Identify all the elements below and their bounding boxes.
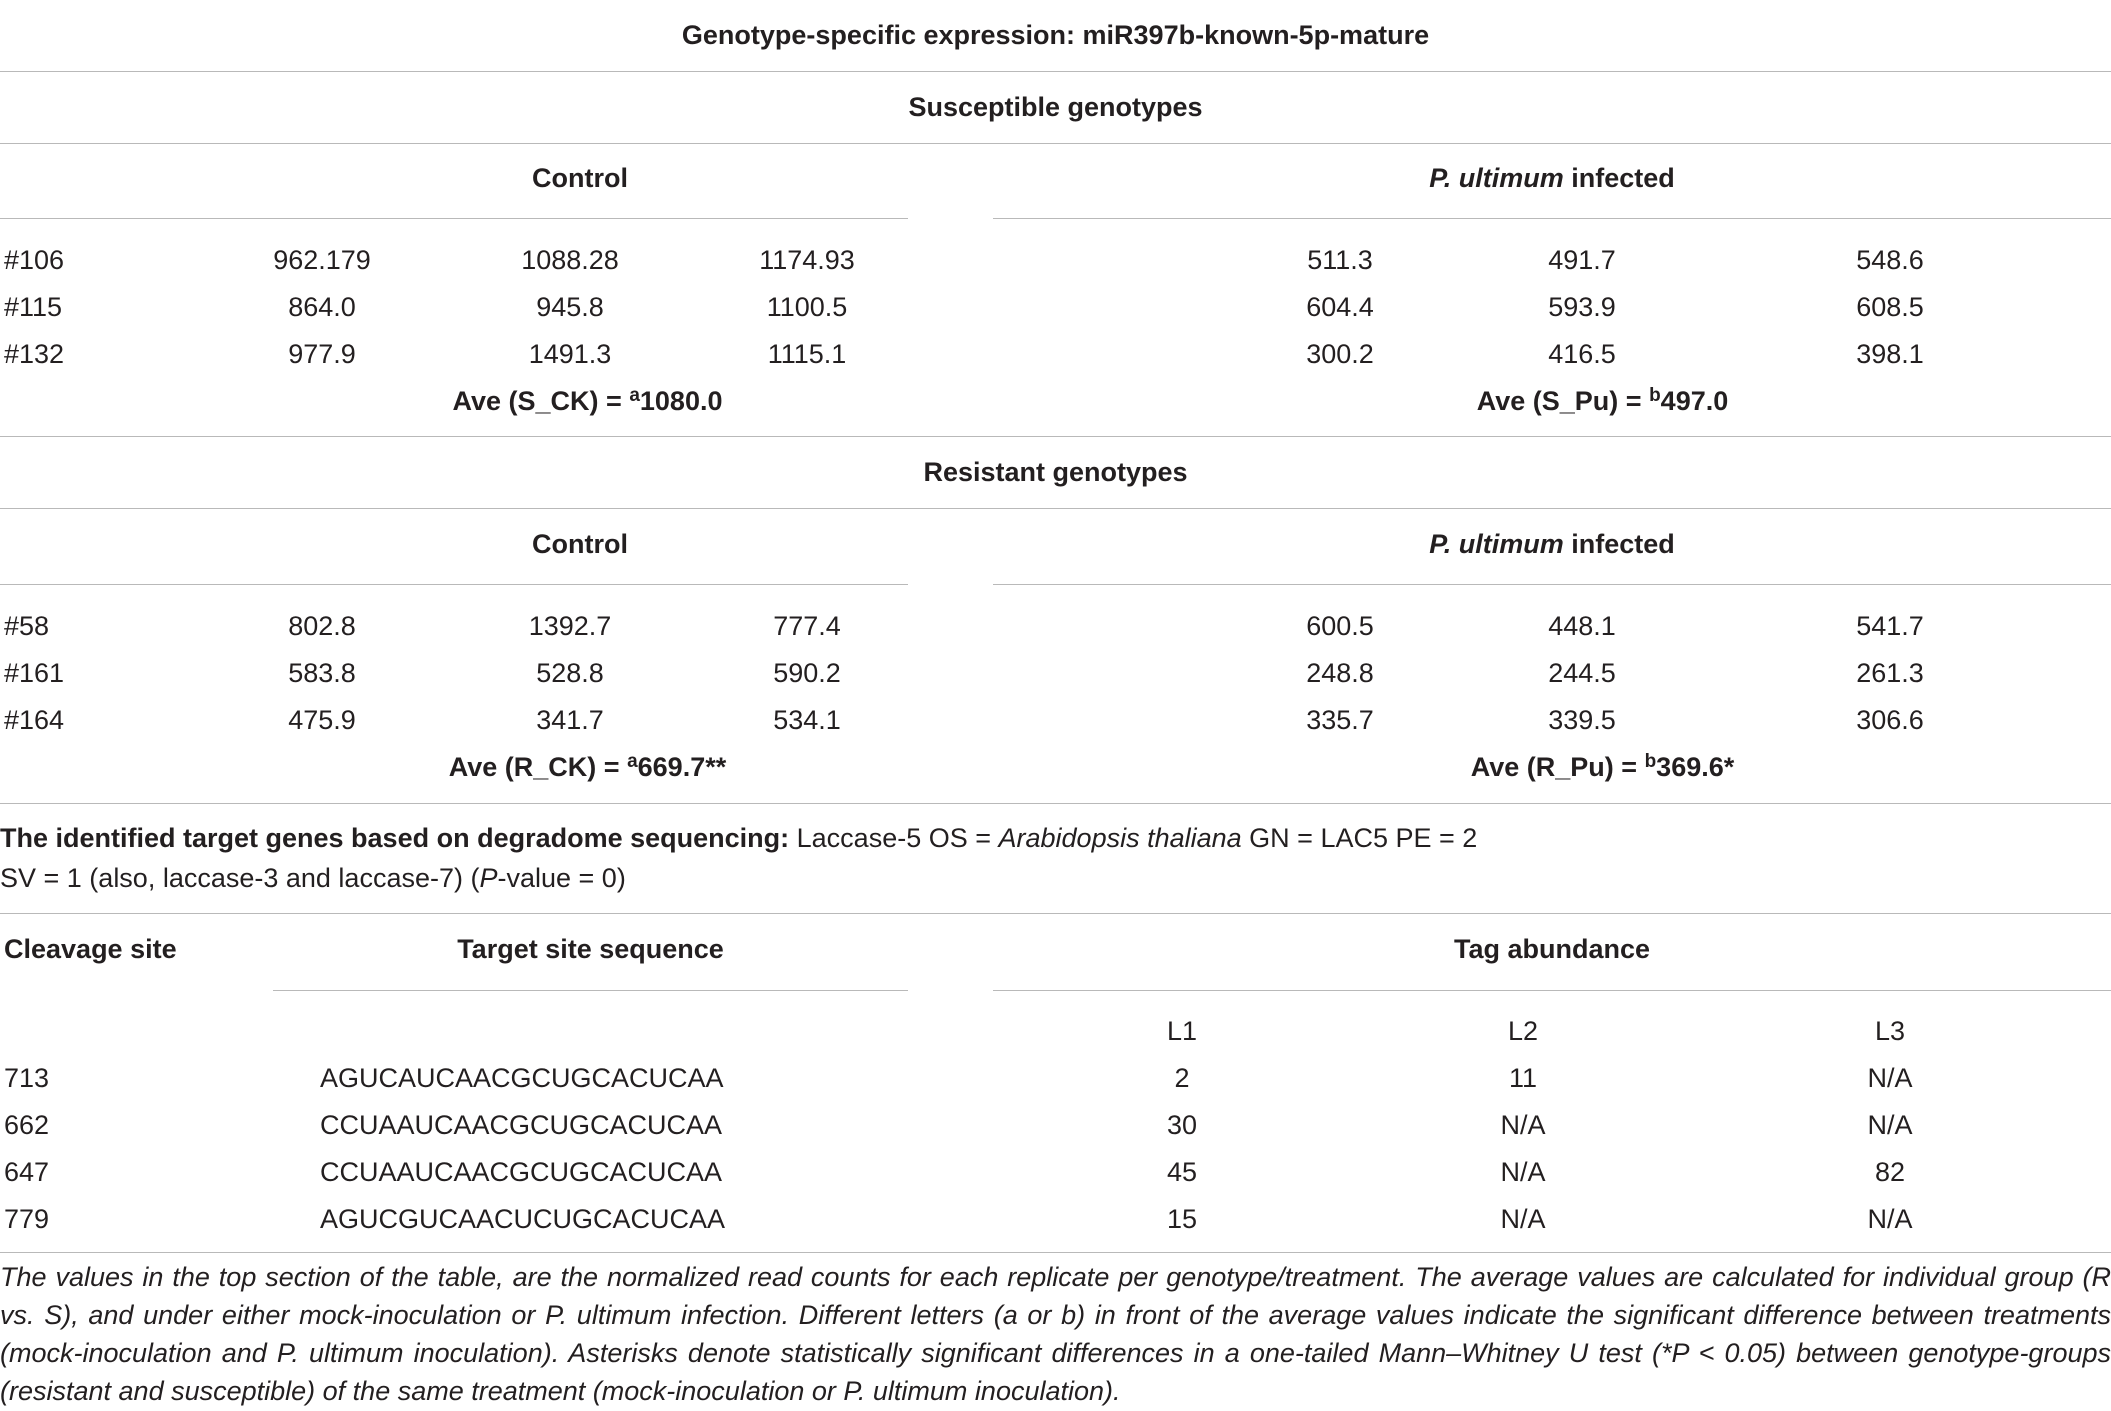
data-cell: 962.179	[273, 245, 371, 275]
divider	[0, 913, 2111, 914]
divider	[0, 436, 2111, 437]
sub-header-l3: L3	[1874, 1016, 1906, 1046]
tag-l3: N/A	[1867, 1063, 1913, 1093]
data-cell: 1491.3	[528, 339, 612, 369]
data-cell: 1392.7	[528, 611, 612, 641]
genotype-id: #161	[4, 658, 65, 688]
data-cell: 398.1	[1856, 339, 1924, 369]
divider	[0, 508, 2111, 509]
data-cell: 534.1	[773, 705, 841, 735]
tag-l1: 15	[1166, 1204, 1198, 1234]
susceptible-control-label: Control	[532, 163, 628, 193]
data-cell: 802.8	[288, 611, 356, 641]
tag-l1: 45	[1166, 1157, 1198, 1187]
susceptible-infected-label: P. ultimum infected	[1429, 163, 1675, 193]
cleavage-site: 713	[4, 1063, 50, 1093]
cleavage-site: 662	[4, 1110, 50, 1140]
divider	[0, 71, 2111, 72]
target-sequence: CCUAAUCAACGCUGCACUCAA	[320, 1157, 723, 1187]
data-cell: 300.2	[1306, 339, 1374, 369]
data-cell: 244.5	[1548, 658, 1616, 688]
data-cell: 864.0	[288, 292, 356, 322]
data-cell: 1115.1	[767, 339, 847, 369]
data-cell: 977.9	[288, 339, 356, 369]
data-cell: 416.5	[1548, 339, 1616, 369]
average-s-pu: Ave (S_Pu) = $^b$497.0	[1476, 385, 1729, 416]
data-cell: 548.6	[1856, 245, 1924, 275]
average-r-ck: Ave (R_CK) = $^a$669.7**	[448, 751, 727, 782]
data-cell: 541.7	[1856, 611, 1924, 641]
data-cell: 583.8	[288, 658, 356, 688]
tag-l3: 82	[1874, 1157, 1906, 1187]
resistant-heading: Resistant genotypes	[923, 457, 1188, 487]
cleavage-site: 647	[4, 1157, 50, 1187]
data-cell: 341.7	[536, 705, 604, 735]
col-header-target-sequence: Target site sequence	[457, 934, 724, 964]
sub-header-l2: L2	[1507, 1016, 1539, 1046]
col-header-cleavage-site: Cleavage site	[4, 934, 177, 964]
genotype-id: #164	[4, 705, 65, 735]
tag-l2: 11	[1508, 1063, 1538, 1093]
tag-l3: N/A	[1867, 1110, 1913, 1140]
data-cell: 261.3	[1856, 658, 1924, 688]
data-cell: 1100.5	[766, 292, 848, 322]
tag-l2: N/A	[1500, 1110, 1546, 1140]
data-cell: 1174.93	[759, 245, 855, 275]
genotype-id: #58	[4, 611, 50, 641]
target-genes-line-1: The identified target genes based on degradome sequencing: Laccase-5 OS = Arabidopsis thaliana GN = LAC5 PE = 2	[0, 823, 1478, 853]
resistant-infected-label: P. ultimum infected	[1429, 529, 1675, 559]
data-cell: 511.3	[1307, 245, 1373, 275]
average-s-ck: Ave (S_CK) = $^a$1080.0	[452, 385, 723, 416]
data-cell: 491.7	[1548, 245, 1616, 275]
data-cell: 777.4	[773, 611, 841, 641]
control-underline	[0, 218, 908, 219]
data-cell: 608.5	[1856, 292, 1924, 322]
data-cell: 448.1	[1548, 611, 1616, 641]
table-footnote: The values in the top section of the table, are the normalized read counts for each replicate per genotype/treatment. The average values are calculated for individual group (R vs. S), and under either mock-inoculation or P. ultimum infection. Different letters (a or b) in front of the average values indicate the significant difference between treatments (mock-inoculation and P. ultimum inoculation). Asterisks denote statistically significant differences in a one-tailed Mann–Whitney U test (*P < 0.05) between genotype-groups (resistant and susceptible) of the same treatment (mock-inoculation or P. ultimum inoculation).	[0, 1262, 2111, 1406]
susceptible-heading: Susceptible genotypes	[908, 92, 1203, 122]
data-cell: 475.9	[288, 705, 356, 735]
tag-underline	[993, 990, 2111, 991]
infected-underline	[993, 584, 2111, 585]
data-cell: 306.6	[1856, 705, 1924, 735]
tag-l1: 2	[1174, 1063, 1190, 1093]
sequence-underline	[273, 990, 908, 991]
tag-l1: 30	[1166, 1110, 1198, 1140]
cleavage-site: 779	[4, 1204, 50, 1234]
infected-underline	[993, 218, 2111, 219]
genotype-id: #115	[4, 292, 63, 322]
data-cell: 528.8	[536, 658, 604, 688]
divider	[0, 143, 2111, 144]
divider	[0, 1252, 2111, 1253]
table-title: Genotype-specific expression: miR397b-known-5p-mature	[681, 20, 1430, 50]
target-sequence: CCUAAUCAACGCUGCACUCAA	[320, 1110, 723, 1140]
tag-l2: N/A	[1500, 1204, 1546, 1234]
data-cell: 1088.28	[521, 245, 619, 275]
target-sequence: AGUCGUCAACUCUGCACUCAA	[320, 1204, 726, 1234]
resistant-control-label: Control	[532, 529, 628, 559]
average-r-pu: Ave (R_Pu) = $^b$369.6*	[1470, 751, 1735, 782]
data-cell: 593.9	[1548, 292, 1616, 322]
divider	[0, 803, 2111, 804]
tag-l3: N/A	[1867, 1204, 1913, 1234]
genotype-id: #106	[4, 245, 65, 275]
data-cell: 248.8	[1306, 658, 1374, 688]
data-cell: 604.4	[1306, 292, 1374, 322]
data-cell: 590.2	[773, 658, 841, 688]
col-header-tag-abundance: Tag abundance	[1453, 934, 1651, 964]
data-cell: 339.5	[1548, 705, 1616, 735]
data-cell: 945.8	[536, 292, 604, 322]
control-underline	[0, 584, 908, 585]
tag-l2: N/A	[1500, 1157, 1546, 1187]
genotype-id: #132	[4, 339, 65, 369]
data-cell: 335.7	[1306, 705, 1374, 735]
data-cell: 600.5	[1306, 611, 1374, 641]
sub-header-l1: L1	[1166, 1016, 1198, 1046]
target-genes-line-2: SV = 1 (also, laccase-3 and laccase-7) (P-value = 0)	[0, 863, 626, 893]
target-sequence: AGUCAUCAACGCUGCACUCAA	[320, 1063, 724, 1093]
